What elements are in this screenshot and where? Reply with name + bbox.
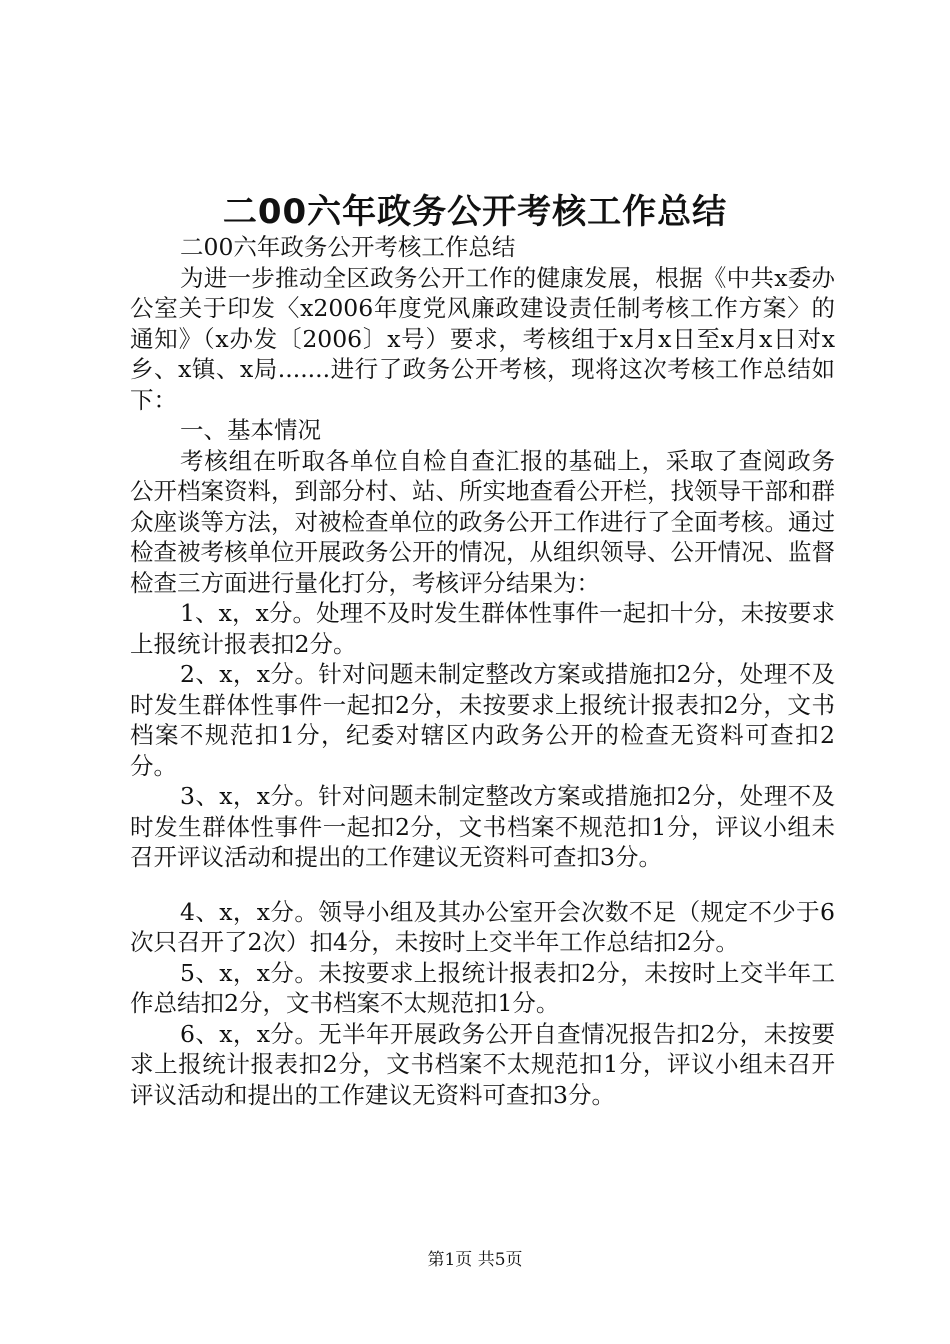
paragraph-intro: 为进一步推动全区政务公开工作的健康发展，根据《中共x委办公室关于印发〈x2006年度党风廉政建设责任制考核工作方案〉的通知》（x办发〔2006〕x号）要求，考核组于x月x日至x月x日对x乡、x镇、x局.......进行了政务公开考核，现将这次考核工作总结如下： (130, 263, 835, 414)
result-item-4: 4、x，x分。领导小组及其办公室开会次数不足（规定不少于6次只召开了2次）扣4分，未按时上交半年工作总结扣2分。 (130, 897, 835, 956)
result-item-5: 5、x，x分。未按要求上报统计报表扣2分，未按时上交半年工作总结扣2分，文书档案不太规范扣1分。 (130, 958, 835, 1017)
result-item-1: 1、x，x分。处理不及时发生群体性事件一起扣十分，未按要求上报统计报表扣2分。 (130, 599, 835, 658)
document-title: 二00六年政务公开考核工作总结 (222, 192, 728, 232)
result-item-3: 3、x，x分。针对问题未制定整改方案或措施扣2分，处理不及时发生群体性事件一起扣2分，文书档案不规范扣1分，评议小组未召开评议活动和提出的工作建议无资料可查扣3分。 (130, 782, 835, 871)
document-body (130, 232, 835, 1110)
page-footer: 第1页 共5页 (427, 1250, 523, 1270)
section-heading: 一、基本情况 (180, 416, 321, 444)
paragraph-subtitle: 二00六年政务公开考核工作总结 (180, 233, 516, 261)
result-item-6: 6、x，x分。无半年开展政务公开自查情况报告扣2分，未按要求上报统计报表扣2分，文书档案不太规范扣1分，评议小组未召开评议活动和提出的工作建议无资料可查扣3分。 (130, 1019, 835, 1109)
result-item-2: 2、x，x分。针对问题未制定整改方案或措施扣2分，处理不及时发生群体性事件一起扣2分，未按要求上报统计报表扣2分，文书档案不规范扣1分，纪委对辖区内政务公开的检查无资料可查扣2分。 (130, 660, 835, 780)
paragraph-overview: 考核组在听取各单位自检自查汇报的基础上，采取了查阅政务公开档案资料，到部分村、站、所实地查看公开栏，找领导干部和群众座谈等方法，对被检查单位的政务公开工作进行了全面考核。通过检查被考核单位开展政务公开的情况，从组织领导、公开情况、监督检查三方面进行量化打分，考核评分结果为： (130, 446, 835, 597)
